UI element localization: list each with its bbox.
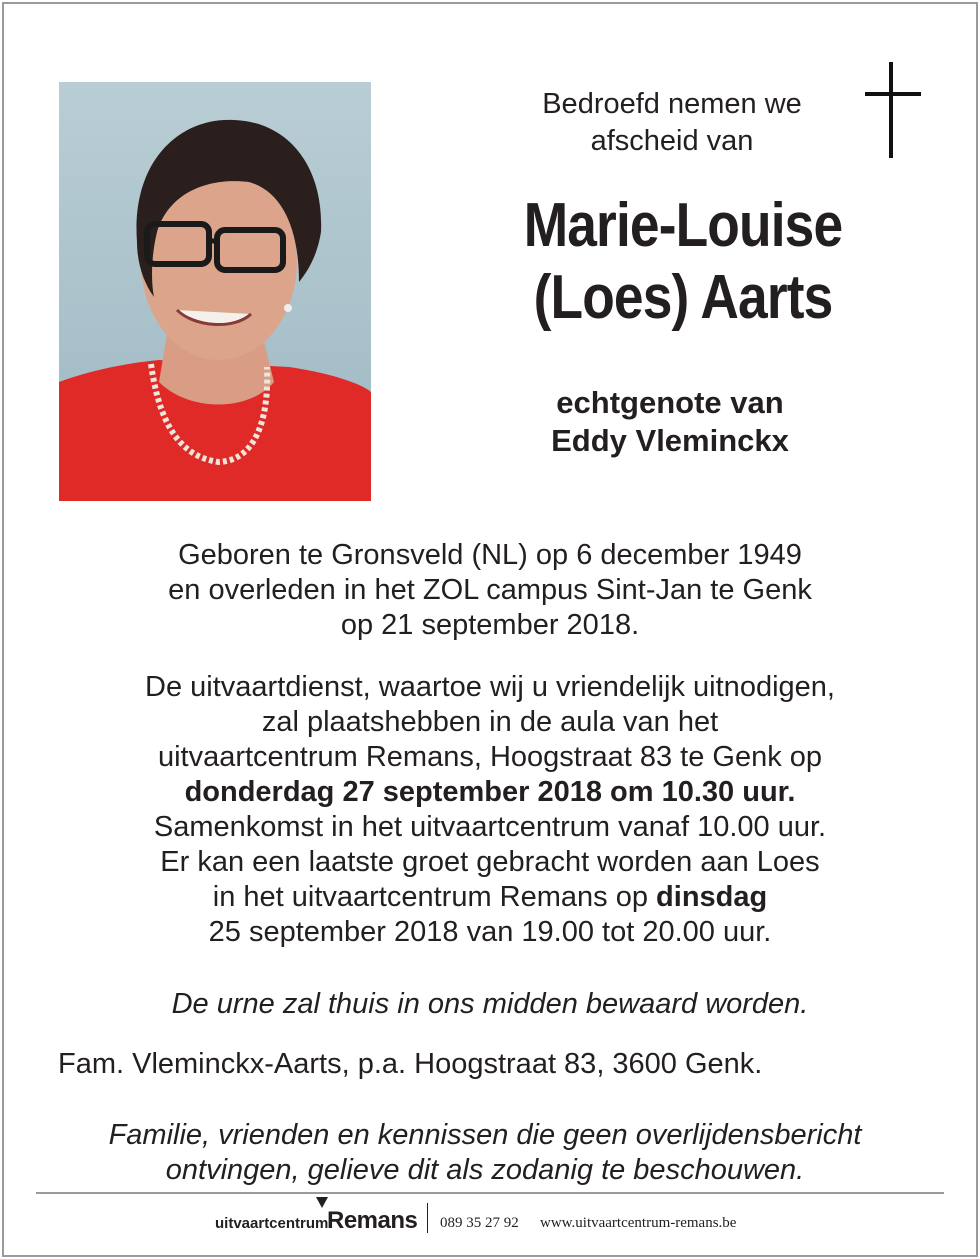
birth-death-info bbox=[80, 538, 900, 643]
service-line-7-text: in het uitvaartcentrum Remans op bbox=[212, 881, 657, 913]
intro-line-1: Bedroefd nemen we bbox=[542, 88, 802, 120]
service-line-6: Er kan een laatste groet gebracht worden aan Loes bbox=[160, 846, 820, 878]
brand-small: uitvaartcentrum bbox=[215, 1215, 329, 1232]
birth-line-2: en overleden in het ZOL campus Sint-Jan te Genk bbox=[168, 574, 812, 606]
spouse-text bbox=[470, 384, 870, 460]
intro-line-2: afscheid van bbox=[590, 125, 754, 157]
spouse-line-2: Eddy Vleminckx bbox=[551, 423, 789, 458]
service-line-8: 25 september 2018 van 19.00 tot 20.00 uur. bbox=[208, 916, 772, 948]
family-address: Fam. Vleminckx-Aarts, p.a. Hoogstraat 83, 3600 Genk. bbox=[58, 1048, 763, 1080]
deceased-name bbox=[498, 190, 868, 334]
family-note-line-1: Familie, vrienden en kennissen die geen overlijdensbericht bbox=[108, 1119, 862, 1151]
urn-note: De urne zal thuis in ons midden bewaard worden. bbox=[171, 988, 809, 1020]
service-line-2: zal plaatshebben in de aula van het bbox=[261, 706, 719, 738]
brand-logo: Remans bbox=[327, 1207, 418, 1234]
footer bbox=[0, 1200, 980, 1240]
service-line-7-bold: dinsdag bbox=[656, 881, 768, 913]
intro-text bbox=[480, 86, 864, 160]
family-note-line-2: ontvingen, gelieve dit als zodanig te beschouwen. bbox=[165, 1154, 805, 1186]
funeral-service-info bbox=[80, 670, 900, 950]
portrait-photo bbox=[59, 82, 371, 501]
spouse-line-1: echtgenote van bbox=[556, 385, 784, 420]
footer-separator bbox=[427, 1203, 428, 1233]
name-line-2: (Loes) Aarts bbox=[533, 263, 833, 332]
portrait-photo-icon bbox=[59, 82, 371, 501]
service-line-1: De uitvaartdienst, waartoe wij u vriendelijk uitnodigen, bbox=[145, 671, 835, 703]
name-line-1: Marie-Louise bbox=[523, 191, 843, 260]
footer-website[interactable]: www.uitvaartcentrum-remans.be bbox=[540, 1215, 737, 1231]
birth-line-1: Geboren te Gronsveld (NL) op 6 december 1949 bbox=[178, 539, 802, 571]
service-date-bold: donderdag 27 september 2018 om 10.30 uur. bbox=[184, 776, 796, 808]
footer-phone: 089 35 27 92 bbox=[440, 1215, 519, 1231]
footer-divider bbox=[36, 1192, 944, 1194]
family-note bbox=[60, 1118, 910, 1188]
service-line-3: uitvaartcentrum Remans, Hoogstraat 83 te Genk op bbox=[157, 741, 823, 773]
birth-line-3: op 21 september 2018. bbox=[340, 609, 640, 641]
service-line-7 bbox=[80, 880, 900, 915]
service-line-5: Samenkomst in het uitvaartcentrum vanaf 10.00 uur. bbox=[153, 811, 827, 843]
cross-icon bbox=[862, 62, 924, 158]
